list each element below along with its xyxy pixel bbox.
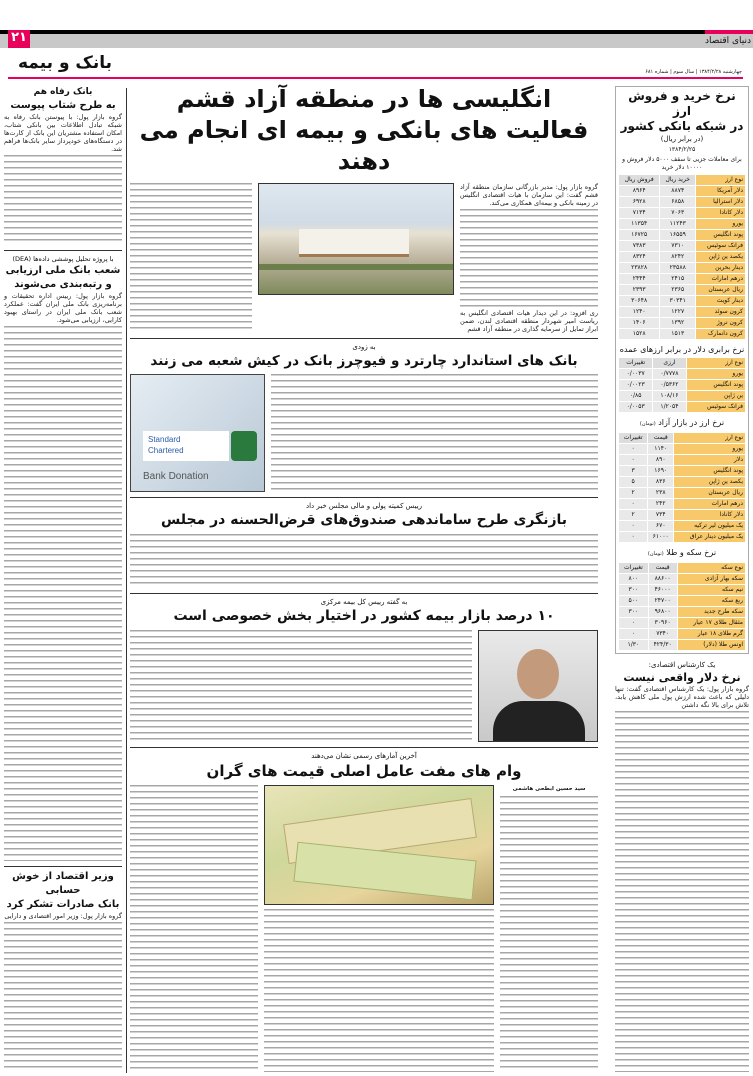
article-bank-melli: [4, 250, 122, 861]
table-cell: ۸۰۰: [619, 574, 648, 584]
article-standard-chartered: [130, 338, 598, 492]
table-cell: ۸۹۶۴: [619, 186, 659, 196]
table-row: [619, 640, 745, 650]
dateline: چهارشنبه ۱۳۸۴/۲/۲۸ | سال سوم | شماره ۶۸۱: [642, 69, 745, 76]
table-row: [619, 318, 745, 328]
table-cell: یورو: [674, 444, 745, 454]
coin-gold-title: نرخ سکه و طلا: [666, 548, 717, 557]
table-row: [619, 307, 745, 317]
bank-rates-table: [618, 174, 746, 340]
lead-title-line2: فعالیت های بانکی و بیمه ای انجام می دهند: [139, 116, 589, 175]
table-cell: ۱۶۹۰: [648, 466, 673, 476]
table-cell: ۱۲۲۷: [660, 307, 695, 317]
section-title: بانک و بیمه: [18, 53, 112, 73]
table-cell: ۱۵۲۸: [619, 329, 659, 339]
table-cell: ۱۱۴۰: [648, 444, 673, 454]
article-title: ۱۰ درصد بازار بیمه کشور در اختیار بخش خصوصی است: [173, 608, 555, 624]
table-cell: ۰/۰۰۲۳: [619, 380, 652, 390]
table-cell: ۳۰۶۴۸: [619, 296, 659, 306]
article-cheap-loans: [130, 747, 598, 1072]
column-header: خرید ریال: [660, 175, 695, 185]
coin-gold-table: [618, 562, 746, 651]
left-column: [4, 86, 122, 1072]
table-cell: ۰: [619, 532, 647, 542]
banknotes-photo: [264, 785, 494, 905]
table-cell: ۳: [619, 466, 647, 476]
table-cell: ۰: [619, 629, 648, 639]
table-cell: ریال عربستان: [696, 285, 745, 295]
table-row: [619, 499, 745, 509]
rates-unit: (در برابر ریال): [660, 135, 704, 143]
table-row: [619, 391, 745, 401]
table-cell: پوند انگلیس: [696, 230, 745, 240]
column-header: فروش ریال: [619, 175, 659, 185]
table-cell: یک میلیون دینار عراق: [674, 532, 745, 542]
table-cell: ۱۳۹۲: [660, 318, 695, 328]
table-cell: ۹۶۸۰۰: [649, 607, 677, 617]
column-header: ارزی: [653, 358, 685, 368]
table-cell: ۶۸۵۸: [660, 197, 695, 207]
table-row: [619, 369, 745, 379]
table-row: [619, 510, 745, 520]
table-cell: ۵: [619, 477, 647, 487]
byline: سید حسین ابطحی هاشمی: [512, 786, 586, 792]
table-cell: ۰: [619, 444, 647, 454]
article-insurance: [130, 593, 598, 742]
column-header: قیمت: [649, 563, 677, 573]
table-cell: دلار کانادا: [696, 208, 745, 218]
article-qarz-funds: [130, 497, 598, 588]
article-body: گروه بازار پول: وزیر امور اقتصادی و دارایی: [4, 912, 122, 920]
table-row: [619, 219, 745, 229]
article-title: بازنگری طرح ساماندهی صندوق‌های قرض‌الحسنه در مجلس: [160, 512, 568, 528]
table-cell: ین ژاپن: [687, 391, 745, 401]
article-dollar-rate: [615, 660, 749, 1072]
column-header: نوع سکه: [678, 563, 745, 573]
article-title: شعب بانک ملی ارزیابی: [5, 265, 121, 276]
table-cell: ۴۶۰۰۰: [649, 585, 677, 595]
article-title: بانک های استاندارد چارترد و فیوچرز بانک در کیش شعبه می زنند: [150, 353, 578, 369]
table-cell: ۲۴۷۰۰: [649, 596, 677, 606]
table-cell: دلار آمریکا: [696, 186, 745, 196]
table-cell: فرانک سوئیس: [687, 402, 745, 412]
table-cell: ۰: [619, 499, 647, 509]
column-header: تغییرات: [619, 358, 652, 368]
table-row: [619, 252, 745, 262]
table-row: [619, 329, 745, 339]
logo-text: Chartered: [148, 446, 184, 455]
table-cell: ۰: [619, 618, 648, 628]
table-row: [619, 197, 745, 207]
cross-rates-title: نرخ برابری دلار در برابر ارزهای عمده: [619, 345, 745, 354]
table-cell: کرون نروژ: [696, 318, 745, 328]
table-cell: ۰: [619, 455, 647, 465]
table-cell: دلار استرالیا: [696, 197, 745, 207]
table-row: [619, 618, 745, 628]
table-cell: ۸۸۶۰۰: [649, 574, 677, 584]
table-row: [619, 466, 745, 476]
table-row: [619, 596, 745, 606]
table-cell: ۷۰۶۳: [660, 208, 695, 218]
article-title: وام های مفت عامل اصلی قیمت های گران: [206, 762, 522, 780]
article-kicker: رییس کمیته پولی و مالی مجلس خبر داد: [305, 502, 423, 510]
logo-accent: [705, 30, 753, 34]
table-cell: یورو: [687, 369, 745, 379]
free-market-unit: (تومان): [639, 421, 656, 427]
insurance-head-photo: [478, 630, 598, 742]
table-cell: ۱۶۵۵۹: [660, 230, 695, 240]
table-cell: پوند انگلیس: [687, 380, 745, 390]
article-title: وزیر اقتصاد از خوش حسابی: [12, 871, 114, 896]
table-cell: ۳۰۹۶۰: [649, 618, 677, 628]
column-header: نوع ارز: [687, 358, 745, 368]
table-cell: ۲۳۵۸۸: [660, 263, 695, 273]
column-header: نوع ارز: [674, 433, 745, 443]
table-row: [619, 186, 745, 196]
table-row: [619, 607, 745, 617]
table-cell: ۳۰۳۴۱: [660, 296, 695, 306]
lead-article: [130, 183, 598, 333]
table-cell: یورو: [696, 219, 745, 229]
table-row: [619, 274, 745, 284]
table-cell: ۷۳۸۳: [619, 241, 659, 251]
exchange-rates-box: [615, 86, 749, 654]
table-cell: کرون سوئد: [696, 307, 745, 317]
table-cell: ۲۴۲: [648, 499, 673, 509]
table-cell: ۳۰۰: [619, 585, 648, 595]
rates-title-line2: در شبکه بانکی کشور: [620, 119, 744, 133]
table-cell: فرانک سوئیس: [696, 241, 745, 251]
table-cell: ۷۳۱۰: [660, 241, 695, 251]
free-market-table: [618, 432, 746, 543]
table-row: [619, 402, 745, 412]
table-cell: یک میلیون لیر ترکیه: [674, 521, 745, 531]
table-cell: ۲۴۴۴: [619, 274, 659, 284]
table-cell: ۱/۲۰۵۴: [653, 402, 685, 412]
table-cell: سکه طرح جدید: [678, 607, 745, 617]
table-cell: ۱۶۷۲۵: [619, 230, 659, 240]
article-body: گروه بازار پول: با پیوستن بانک رفاه به شبکه تبادل اطلاعات بین بانکی شتاب، امکان استفاده مشتریان این بانک از کارت‌ها در دستگاه‌های خودپرداز سایر بانک‌ها فراهم شد.: [4, 113, 122, 153]
table-cell: ۱/۳۰: [619, 640, 648, 650]
article-title-line2: و رتبه‌بندی می‌شوند: [14, 279, 112, 290]
article-kicker: آخرین آمارهای رسمی نشان می‌دهند: [311, 752, 417, 760]
table-row: [619, 629, 745, 639]
table-cell: ۲۳۶۵: [660, 285, 695, 295]
logo-text: Standard: [148, 435, 181, 444]
table-cell: ۷۳۴: [648, 510, 673, 520]
standard-chartered-photo: [130, 374, 265, 492]
right-column: [615, 86, 749, 1072]
table-cell: نیم سکه: [678, 585, 745, 595]
lead-body: گروه بازار پول: مدیر بازرگانی سازمان منطقه آزاد قشم گفت: این سازمان با هیات اقتصادی انگلیس در زمینه بانکی و بیمه‌ای همکاری می‌کند.: [460, 183, 598, 207]
article-body: گروه بازار پول: رییس اداره تحقیقات و برنامه‌ریزی بانک ملی ایران گفت: عملکرد شعب بانک ملی ایران در راستای بهبود کارایی، ارزیابی می‌شود.: [4, 292, 122, 324]
table-cell: ۰/۰۰۵۳: [619, 402, 652, 412]
table-cell: اونس طلا (دلار): [678, 640, 745, 650]
article-kicker: یک کارشناس اقتصادی:: [648, 661, 716, 669]
table-cell: ۸۹۰: [648, 455, 673, 465]
table-cell: ۸۲۴۲: [660, 252, 695, 262]
rates-date: ۱۳۸۴/۲/۲۵: [668, 146, 696, 153]
article-minister: [4, 866, 122, 1072]
table-row: [619, 488, 745, 498]
main-column: [130, 84, 598, 1072]
table-cell: ربع سکه: [678, 596, 745, 606]
table-row: [619, 574, 745, 584]
table-cell: ۲۴۱۵: [660, 274, 695, 284]
table-cell: گرم طلای ۱۸ عیار: [678, 629, 745, 639]
table-row: [619, 230, 745, 240]
table-cell: ۱۲۴۰: [619, 307, 659, 317]
column-header: تغییرات: [619, 563, 648, 573]
table-cell: ۸۳۲۴: [619, 252, 659, 262]
newspaper-logo: دنیای اقتصاد: [705, 36, 751, 46]
table-cell: ۱۱۲۴۳: [660, 219, 695, 229]
table-cell: ۲۳۸۲۸: [619, 263, 659, 273]
coin-gold-unit: (تومان): [647, 551, 664, 557]
table-cell: ۱۵۱۳: [660, 329, 695, 339]
lead-body-continued: ری افزود: در این دیدار هیات اقتصادی انگلیس به ریاست امیر شهردار منطقه اقتصادی لندن، ضمن ابراز تمایل از سرمایه گذاری در منطقه آزاد قشم: [460, 309, 598, 333]
article-title-line2: بانک صادرات تشکر کرد: [6, 899, 120, 910]
qeshm-photo: [258, 183, 454, 295]
article-kicker: به گفته رییس کل بیمه مرکزی: [320, 598, 408, 606]
table-cell: ۸۳۶: [648, 477, 673, 487]
table-cell: ۱۴۰۶: [619, 318, 659, 328]
article-kicker: با پروژه تحلیل پوششی داده‌ها (DEA): [12, 255, 114, 263]
table-cell: درهم امارات: [674, 499, 745, 509]
table-cell: ۰/۸۵: [619, 391, 652, 401]
table-cell: ۰/۵۳۶۲: [653, 380, 685, 390]
article-body: گروه بازار پول: یک کارشناس اقتصادی گفت: تنها دلیلی که باعث شده ارزش پول ملی کاهش یابد، تلاش برای بالا نگه داشتن: [615, 685, 749, 709]
table-cell: ۲۳۸: [648, 488, 673, 498]
table-cell: ۱۱۳۵۴: [619, 219, 659, 229]
table-cell: ۴۲۴/۳۰: [649, 640, 677, 650]
table-cell: ۶۷۰: [648, 521, 673, 531]
table-cell: دلار: [674, 455, 745, 465]
table-row: [619, 380, 745, 390]
table-cell: ۷۳۴۰: [649, 629, 677, 639]
cross-rates-table: [618, 357, 746, 413]
table-cell: ۰: [619, 521, 647, 531]
article-kicker: بانک رفاه هم: [33, 87, 93, 97]
table-row: [619, 585, 745, 595]
table-cell: مثقال طلای ۱۷ عیار: [678, 618, 745, 628]
table-cell: یکصد ین ژاپن: [696, 252, 745, 262]
header-band: [0, 34, 753, 48]
table-cell: سکه بهار آزادی: [678, 574, 745, 584]
table-row: [619, 455, 745, 465]
table-cell: ۷۱۳۴: [619, 208, 659, 218]
table-cell: ۳۰۰: [619, 607, 648, 617]
lead-title-line1: انگلیسی ها در منطقه آزاد قشم: [176, 85, 552, 113]
table-cell: ۵۰۰: [619, 596, 648, 606]
column-divider: [126, 88, 127, 1073]
table-row: [619, 263, 745, 273]
table-cell: ریال عربستان: [674, 488, 745, 498]
table-cell: دلار کانادا: [674, 510, 745, 520]
table-row: [619, 532, 745, 542]
table-cell: ۲: [619, 510, 647, 520]
table-cell: دینار بحرین: [696, 263, 745, 273]
table-cell: ۰/۷۷۷۸: [653, 369, 685, 379]
table-row: [619, 241, 745, 251]
table-cell: ۶۹۲۸: [619, 197, 659, 207]
table-cell: درهم امارات: [696, 274, 745, 284]
column-header: قیمت: [648, 433, 673, 443]
rates-title: نرخ خرید و فروش ارز: [628, 89, 736, 118]
table-cell: کرون دانمارک: [696, 329, 745, 339]
sign-text: Bank Donation: [143, 471, 209, 482]
table-row: [619, 285, 745, 295]
page-number: ۲۱: [8, 30, 30, 48]
column-header: تغییرات: [619, 433, 647, 443]
table-row: [619, 208, 745, 218]
table-cell: پوند انگلیس: [674, 466, 745, 476]
rates-note: برای معاملات جزیی تا سقف ۵۰۰۰ دلار فروش و ۱۰۰۰۰ دلار خرید: [622, 156, 742, 171]
article-kicker: به زودی: [352, 343, 376, 351]
table-cell: ۱۰۸/۱۶: [653, 391, 685, 401]
lead-headline: [130, 84, 598, 177]
table-cell: دینار کویت: [696, 296, 745, 306]
column-header: نوع ارز: [696, 175, 745, 185]
article-title: نرخ دلار واقعی نیست: [623, 671, 741, 684]
table-row: [619, 521, 745, 531]
table-cell: ۶۱۰۰۰: [648, 532, 673, 542]
table-cell: ۲: [619, 488, 647, 498]
section-rule: [8, 77, 743, 79]
table-cell: ۸۸۷۴: [660, 186, 695, 196]
table-cell: ۰/۰۰۳۷: [619, 369, 652, 379]
table-cell: یکصد ین ژاپن: [674, 477, 745, 487]
table-row: [619, 477, 745, 487]
table-row: [619, 296, 745, 306]
free-market-title: نرخ ارز در بازار آزاد: [658, 418, 725, 427]
article-bank-refah: [4, 86, 122, 245]
table-row: [619, 444, 745, 454]
article-title: به طرح شتاب پیوست: [10, 100, 116, 111]
table-cell: ۲۳۹۳: [619, 285, 659, 295]
